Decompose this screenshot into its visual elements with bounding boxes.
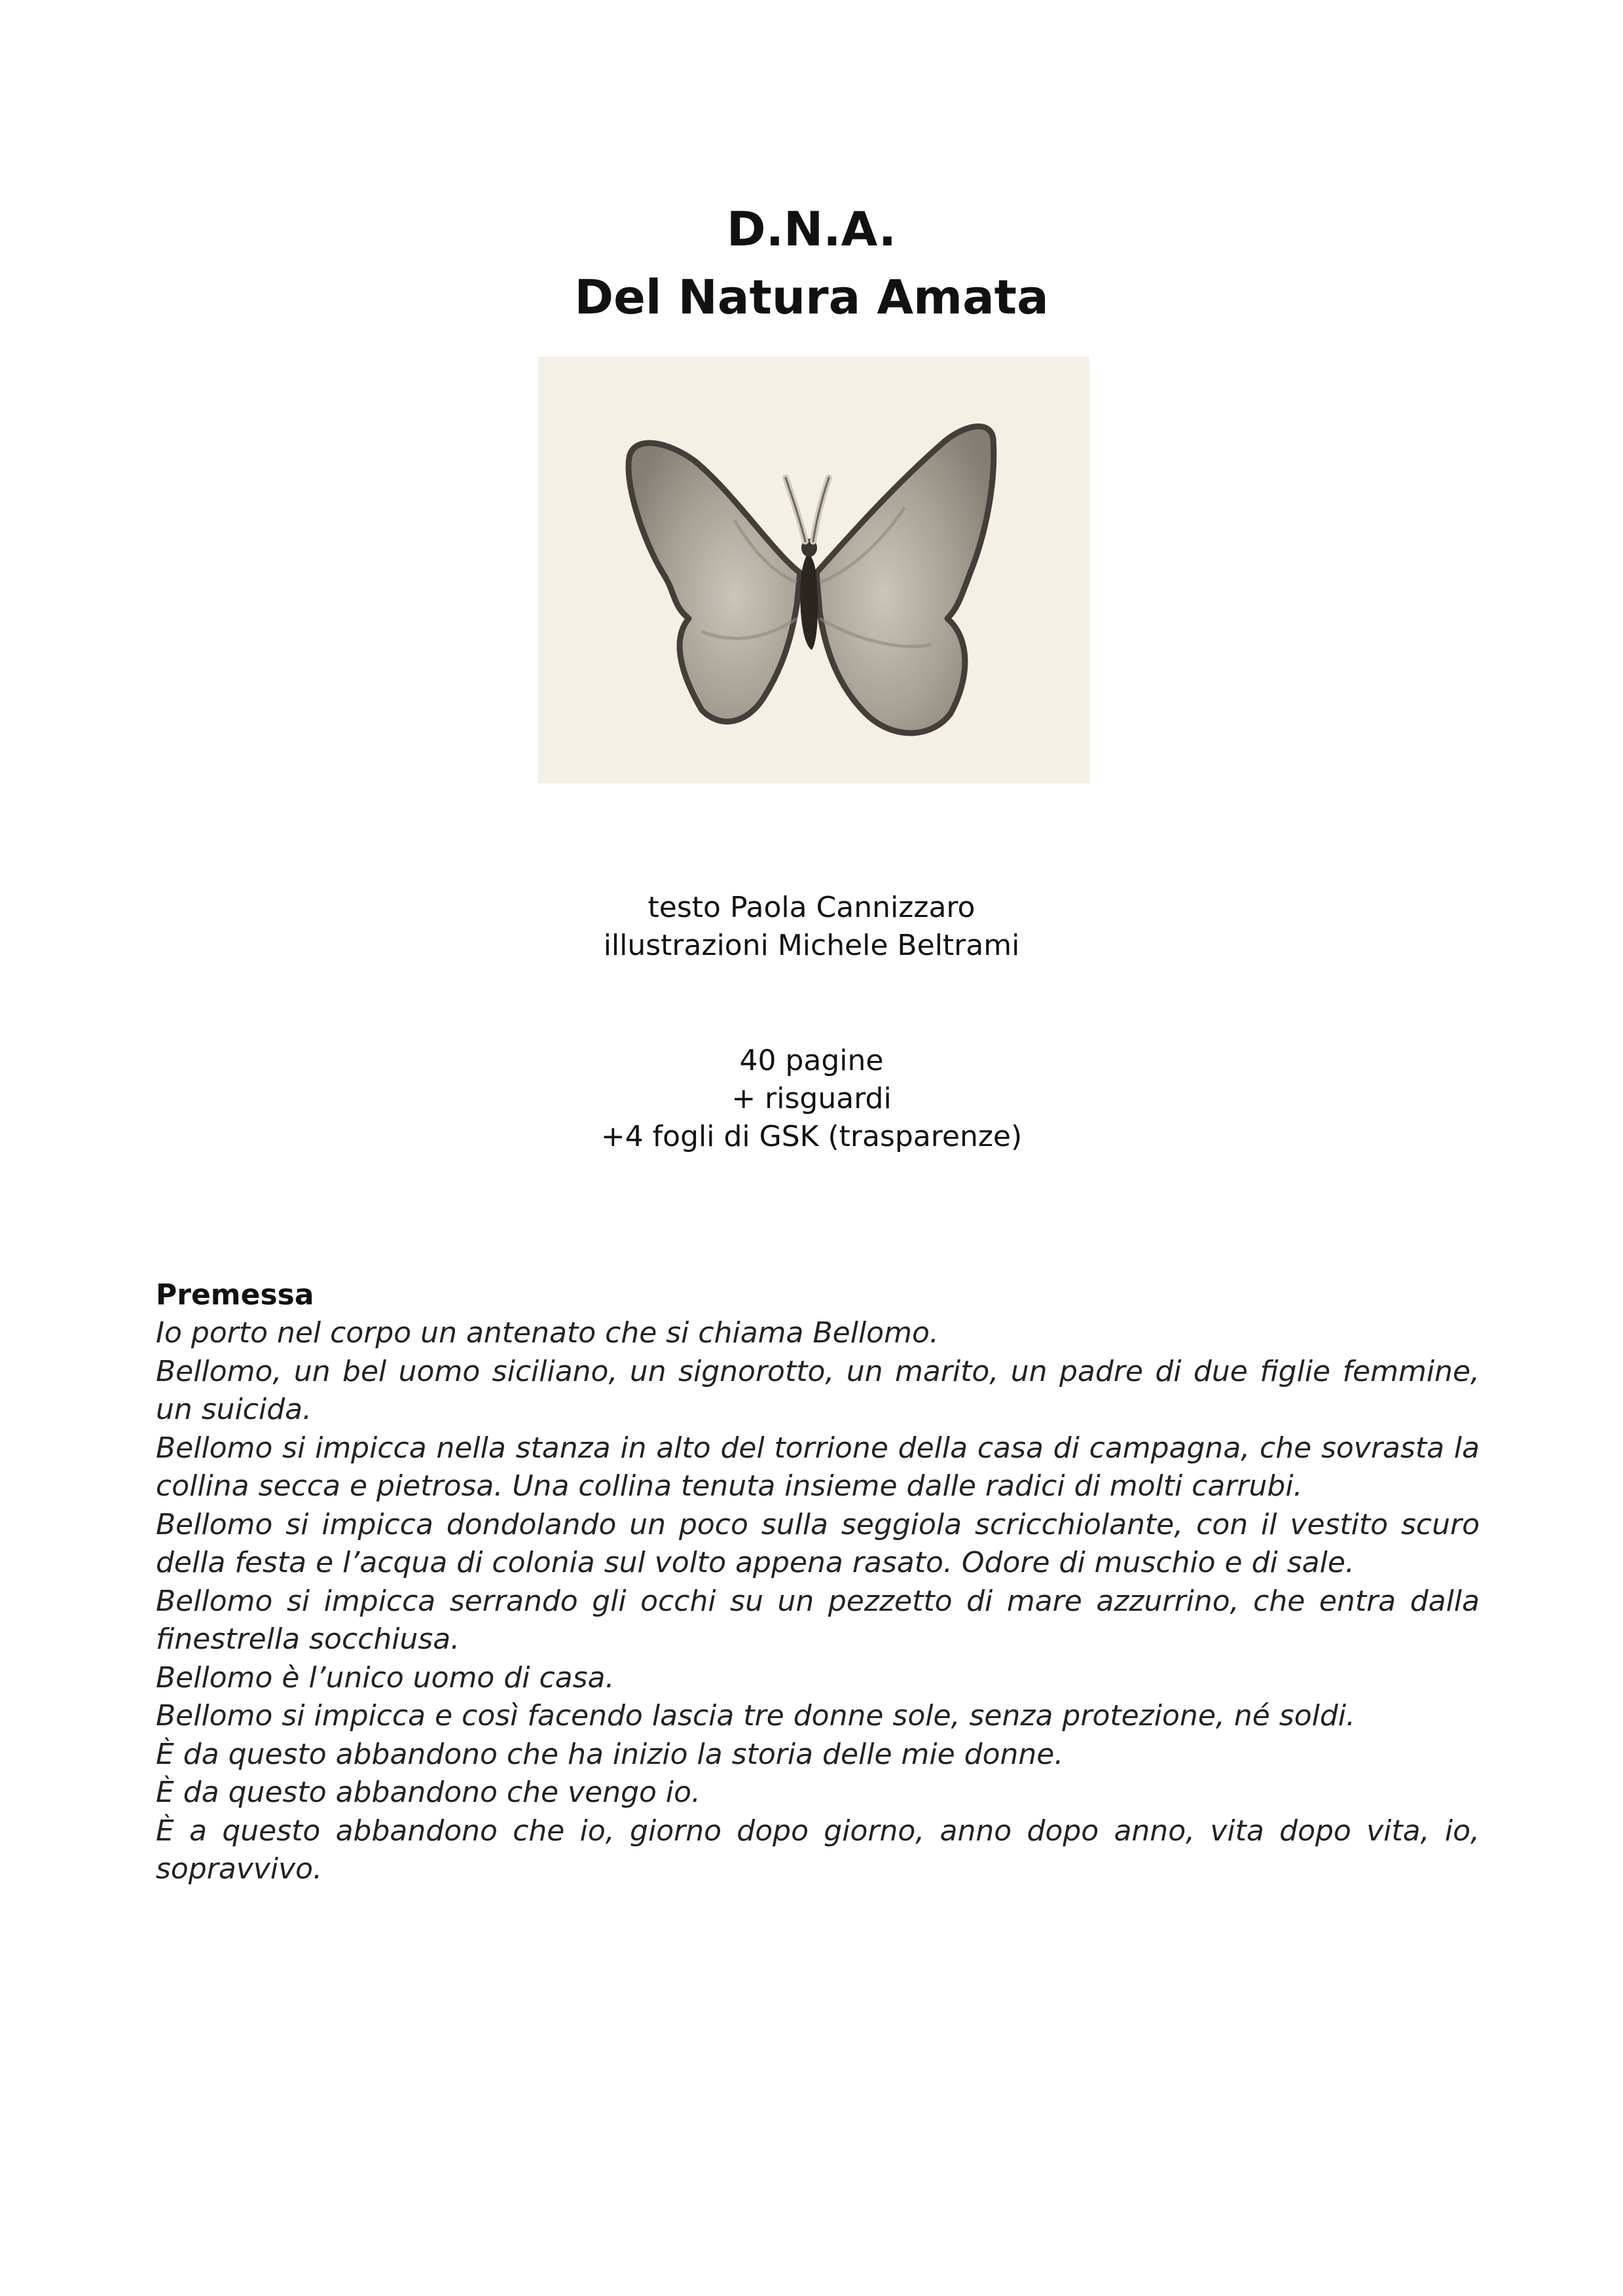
premessa-section [156, 1276, 1480, 1889]
butterfly-illustration [538, 357, 1089, 783]
premessa-heading: Premessa [156, 1278, 314, 1312]
illustrator-credit: illustrazioni Michele Beltrami [603, 929, 1020, 962]
paragraph: È da questo abbandono che ha inizio la storia delle mie donne. [156, 1737, 1064, 1771]
premessa-text [156, 1314, 1480, 1889]
author-credit: testo Paola Cannizzaro [647, 891, 976, 924]
paragraph: Bellomo si impicca dondolando un poco sulla seggiola scricchiolante, con il vestito scuro della festa e l’acqua di colonia sul volto appena rasato. Odore di muschio e di sale. [156, 1507, 1480, 1579]
title-block [0, 195, 1623, 331]
endpapers-note: + risguardi [731, 1082, 892, 1115]
paragraph: Bellomo si impicca nella stanza in alto del torrione della casa di campagna, che sovrasta la collina secca e pietrosa. Una collina tenuta insieme dalle radici di molti carrubi. [156, 1431, 1480, 1503]
specs-block [0, 1042, 1623, 1156]
paragraph: Io porto nel corpo un antenato che si chiama Bellomo. [156, 1316, 939, 1350]
title-acronym: D.N.A. [726, 202, 897, 257]
paragraph: Bellomo è l’unico uomo di casa. [156, 1660, 615, 1695]
page-count: 40 pagine [739, 1044, 884, 1077]
paragraph: Bellomo si impicca e così facendo lascia tre donne sole, senza protezione, né soldi. [156, 1699, 1356, 1732]
paragraph: È da questo abbandono che vengo io. [156, 1776, 701, 1809]
butterfly-watercolor-icon [538, 357, 1089, 783]
paragraph: Bellomo si impicca serrando gli occhi su un pezzetto di mare azzurrino, che entra dalla finestrella socchiusa. [156, 1584, 1480, 1656]
credits-block [0, 889, 1623, 965]
sheets-note: +4 fogli di GSK (trasparenze) [600, 1120, 1023, 1153]
paragraph: Bellomo, un bel uomo siciliano, un signorotto, un marito, un padre di due figlie femmine, un suicida. [156, 1354, 1480, 1426]
title-full: Del Natura Amata [574, 270, 1049, 325]
paragraph: È a questo abbandono che io, giorno dopo giorno, anno dopo anno, vita dopo vita, io, sopravvivo. [156, 1814, 1480, 1886]
